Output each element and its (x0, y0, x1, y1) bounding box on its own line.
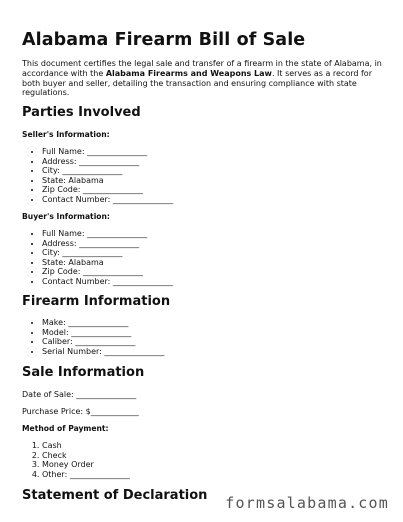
seller-city: • City: _______________ (42, 166, 173, 176)
buyer-fields-list (22, 229, 173, 287)
document-title: Alabama Firearm Bill of Sale (22, 30, 306, 50)
seller-full-name: • Full Name: _______________ (42, 147, 173, 157)
purchase-price-line: Purchase Price: $____________ (22, 407, 139, 416)
buyer-state: • State: Alabama (42, 258, 173, 268)
seller-address: • Address: _______________ (42, 157, 173, 167)
declaration-heading: Statement of Declaration (22, 488, 208, 503)
sale-heading: Sale Information (22, 365, 145, 380)
payment-options-list (22, 441, 130, 479)
buyer-address: • Address: _______________ (42, 239, 173, 249)
firearm-make: • Make: _______________ (42, 318, 164, 328)
date-of-sale-line: Date of Sale: _______________ (22, 390, 137, 399)
payment-option-other: 4. Other: _______________ (42, 470, 130, 480)
firearm-heading: Firearm Information (22, 294, 171, 309)
seller-state: • State: Alabama (42, 176, 173, 186)
seller-fields-list (22, 147, 173, 205)
firearm-fields-list (22, 318, 164, 356)
seller-zip: • Zip Code: _______________ (42, 185, 173, 195)
buyer-contact: • Contact Number: _______________ (42, 277, 173, 287)
buyer-full-name: • Full Name: _______________ (42, 229, 173, 239)
firearm-model: • Model: _______________ (42, 328, 164, 338)
intro-paragraph (22, 59, 384, 98)
firearm-serial-number: • Serial Number: _______________ (42, 347, 164, 357)
site-watermark: formsalabama.com (225, 494, 389, 512)
seller-contact: • Contact Number: _______________ (42, 195, 173, 205)
payment-method-heading: Method of Payment: (22, 424, 109, 433)
parties-heading: Parties Involved (22, 105, 141, 120)
buyer-heading: Buyer's Information: (22, 212, 110, 221)
payment-option-check: 2. Check (42, 451, 130, 461)
buyer-city: • City: _______________ (42, 248, 173, 258)
seller-heading: Seller's Information: (22, 130, 110, 139)
payment-option-cash: 1. Cash (42, 441, 130, 451)
firearm-caliber: • Caliber: _______________ (42, 337, 164, 347)
intro-text-end: . It serves as a record for both buyer and seller, detailing the transaction and ensuring compliance with state regulations. (22, 68, 372, 98)
payment-option-money-order: 3. Money Order (42, 460, 130, 470)
intro-text-start: This document certifies the legal sale and transfer of a firearm in the state of Alabama, in accordance with the (22, 59, 382, 78)
law-name: Alabama Firearms and Weapons Law (105, 68, 272, 78)
buyer-zip: • Zip Code: _______________ (42, 267, 173, 277)
